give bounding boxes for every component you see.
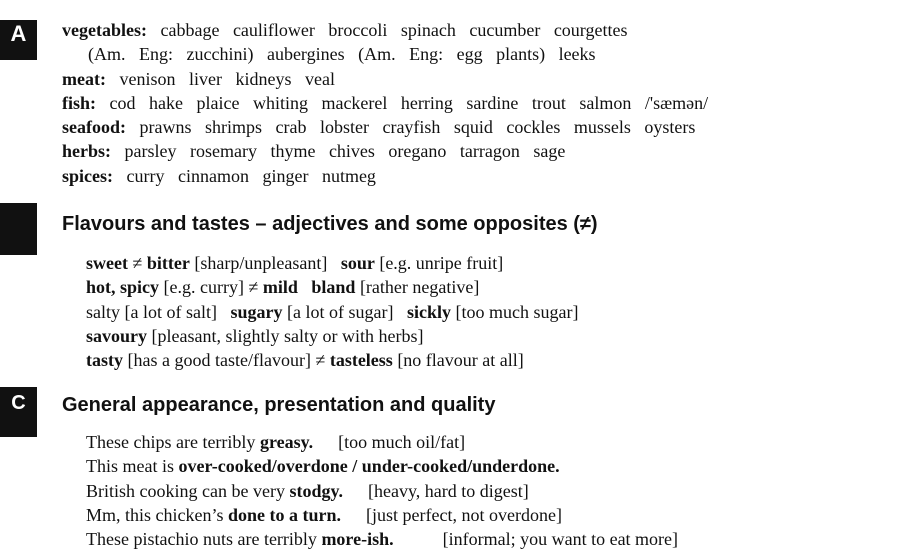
term-savoury: savoury	[86, 325, 148, 346]
term-bitter: bitter	[146, 253, 190, 273]
term-tasteless: tasteless	[329, 350, 393, 371]
section-a-food-vocabulary	[62, 18, 892, 188]
gloss: [informal; you want to eat more]	[442, 529, 679, 550]
gloss: [too much sugar]	[455, 301, 579, 322]
seafood-label: seafood:	[62, 117, 126, 138]
gloss: [e.g. unripe fruit]	[379, 253, 504, 273]
flavour-line-2	[86, 275, 578, 299]
vegetables-label: vegetables:	[62, 20, 147, 40]
term-mild: mild	[262, 277, 298, 298]
term-overcooked-undercooked: over-cooked/overdone / under-cooked/underdone.	[178, 456, 560, 477]
quality-line-3	[86, 479, 678, 503]
gloss: [has a good taste/flavour]	[127, 350, 311, 371]
term-stodgy: stodgy.	[289, 480, 343, 501]
term-bland: bland	[311, 277, 356, 298]
vegetables-continuation: (Am. Eng: zucchini) aubergines (Am. Eng: egg plants) leeks	[88, 44, 596, 65]
spices-label: spices:	[62, 165, 113, 186]
gloss: [just perfect, not overdone]	[366, 504, 562, 525]
flavour-line-1	[86, 251, 578, 275]
sentence: This meat is	[86, 456, 174, 477]
section-c-heading: General appearance, presentation and quality	[62, 394, 496, 416]
flavour-line-5	[86, 348, 578, 372]
gloss: [a lot of sugar]	[287, 301, 394, 322]
gloss: [heavy, hard to digest]	[367, 480, 529, 501]
vegetables-line	[62, 18, 892, 42]
quality-line-1	[86, 430, 678, 454]
not-equal-symbol: ≠	[132, 253, 143, 273]
sentence: These pistachio nuts are terribly	[86, 529, 317, 550]
spices-items: curry cinnamon ginger nutmeg	[126, 165, 376, 186]
term-sour: sour	[340, 253, 375, 273]
fish-line	[62, 91, 892, 115]
not-equal-symbol: ≠	[315, 350, 326, 371]
term-sweet: sweet	[86, 253, 128, 273]
section-b-flavours	[86, 251, 578, 372]
term-sugary: sugary	[230, 301, 283, 322]
gloss: [pleasant, slightly salty or with herbs]	[151, 325, 424, 346]
sentence: Mm, this chicken’s	[86, 504, 224, 525]
quality-line-5	[86, 527, 678, 551]
gloss: [rather negative]	[359, 277, 480, 298]
meat-items: venison liver kidneys veal	[119, 68, 335, 89]
spices-line	[62, 164, 892, 188]
herbs-items: parsley rosemary thyme chives oregano tarragon sage	[124, 141, 566, 162]
term-tasty: tasty	[86, 350, 123, 371]
term-sickly: sickly	[406, 301, 451, 322]
quality-line-2	[86, 454, 678, 478]
seafood-items: prawns shrimps crab lobster crayfish squid cockles mussels oysters	[139, 117, 696, 138]
sentence: British cooking can be very	[86, 480, 285, 501]
gloss: [too much oil/fat]	[338, 432, 466, 452]
quality-line-4	[86, 503, 678, 527]
section-b-heading: Flavours and tastes – adjectives and some opposites (≠)	[62, 213, 598, 235]
fish-label: fish:	[62, 92, 97, 113]
gloss: [sharp/unpleasant]	[194, 253, 328, 273]
vegetables-items: cabbage cauliflower broccoli spinach cucumber courgettes	[160, 20, 628, 40]
term-salty: salty	[86, 301, 120, 322]
flavour-line-4	[86, 324, 578, 348]
section-tab-a: A	[0, 20, 37, 60]
flavour-line-3	[86, 300, 578, 324]
gloss: [e.g. curry]	[163, 277, 244, 298]
not-equal-symbol: ≠	[248, 277, 259, 298]
term-greasy: greasy.	[259, 432, 314, 452]
section-tab-c: C	[0, 387, 37, 437]
herbs-line	[62, 139, 892, 163]
meat-label: meat:	[62, 68, 106, 89]
seafood-line	[62, 115, 892, 139]
term-hot-spicy: hot, spicy	[86, 277, 160, 298]
term-more-ish: more-ish.	[321, 529, 394, 550]
gloss: [a lot of salt]	[124, 301, 217, 322]
section-tab-b	[0, 203, 37, 255]
term-done-to-a-turn: done to a turn.	[228, 504, 342, 525]
sentence: These chips are terribly	[86, 432, 256, 452]
section-c-appearance	[86, 430, 678, 551]
herbs-label: herbs:	[62, 141, 111, 162]
gloss: [no flavour at all]	[397, 350, 524, 371]
meat-line	[62, 67, 892, 91]
fish-items: cod hake plaice whiting mackerel herring sardine trout salmon /'sæmən/	[109, 92, 709, 113]
